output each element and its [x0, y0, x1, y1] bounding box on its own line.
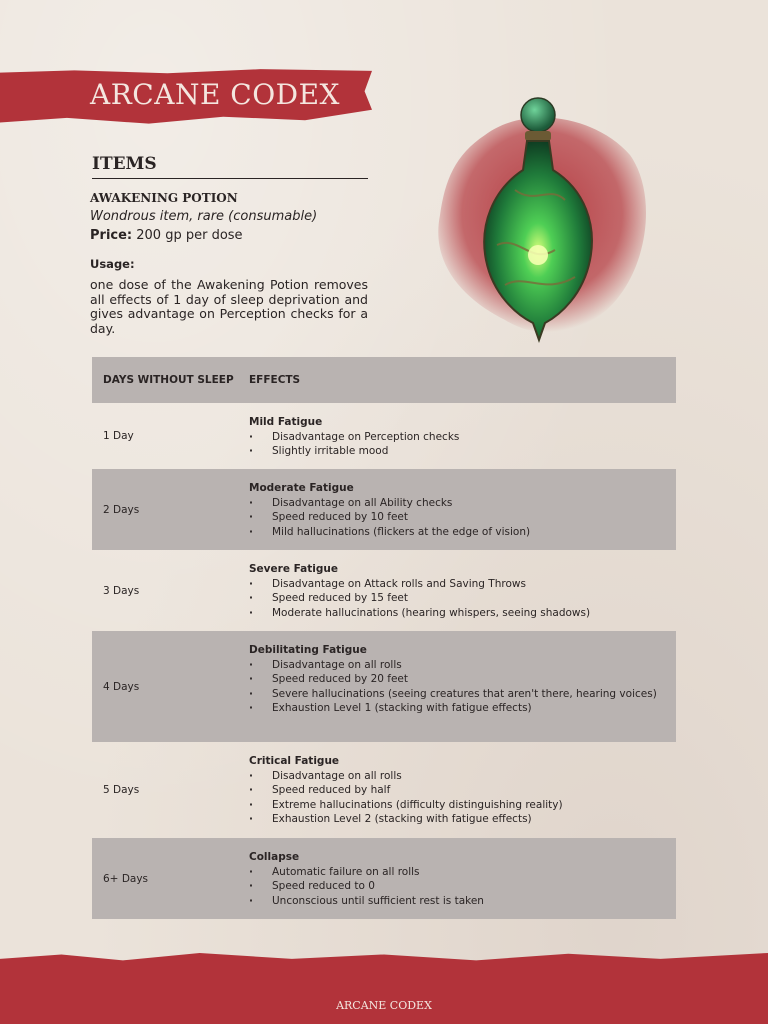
table-row [92, 631, 676, 742]
effect-item: · Severe hallucinations (seeing creatures that aren't there, hearing voices) [249, 687, 661, 702]
effect-item: · Disadvantage on all Ability checks [249, 496, 661, 511]
row-days: 3 Days [103, 584, 140, 597]
page-title: ARCANE CODEX [90, 78, 340, 111]
row-days: 1 Day [103, 430, 134, 442]
row-days: 4 Days [103, 680, 140, 693]
effect-item: · Mild hallucinations (flickers at the edge of vision) [249, 525, 661, 540]
effect-item: · Disadvantage on all rolls [249, 769, 661, 784]
effect-item: · Speed reduced by half [249, 783, 661, 798]
item-name: AWAKENING POTION [90, 191, 238, 205]
effect-item: · Unconscious until sufficient rest is taken [249, 894, 661, 909]
row-effects [249, 562, 661, 620]
effect-item: · Moderate hallucinations (hearing whispers, seeing shadows) [249, 606, 661, 621]
footer-banner [0, 950, 768, 1024]
effect-list [249, 430, 661, 459]
row-days: 6+ Days [103, 872, 149, 885]
effect-title: Mild Fatigue [249, 416, 323, 428]
table-row [92, 550, 676, 631]
column-header-effects: EFFECTS [249, 374, 301, 386]
effect-title: Severe Fatigue [249, 563, 338, 575]
effects-table [92, 357, 676, 919]
effect-list [249, 769, 661, 827]
table-row [92, 403, 676, 469]
row-effects [249, 643, 661, 716]
effect-item: · Disadvantage on Perception checks [249, 430, 661, 445]
effect-item: · Speed reduced by 10 feet [249, 510, 661, 525]
price-value: 200 gp per dose [132, 228, 243, 243]
effect-list [249, 658, 661, 716]
effect-item: · Exhaustion Level 1 (stacking with fatigue effects) [249, 701, 661, 716]
row-effects [249, 481, 661, 539]
effect-list [249, 865, 661, 909]
footer-title: ARCANE CODEX [336, 999, 432, 1012]
column-header-days: DAYS WITHOUT SLEEP [103, 374, 234, 386]
potion-illustration [425, 95, 655, 355]
effect-title: Critical Fatigue [249, 755, 340, 767]
effect-title: Collapse [249, 851, 300, 863]
price-label: Price: [90, 228, 133, 243]
usage-label: Usage: [90, 257, 135, 271]
effect-list [249, 496, 661, 540]
item-type: Wondrous item, rare (consumable) [90, 209, 318, 224]
item-price [90, 228, 243, 243]
effect-item: · Speed reduced by 15 feet [249, 591, 661, 606]
row-effects [249, 850, 661, 908]
table-row [92, 469, 676, 550]
usage-text: one dose of the Awakening Potion removes all effects of 1 day of sleep deprivation and gives advantage on Perception checks for a day. [90, 277, 368, 336]
effect-item: · Automatic failure on all rolls [249, 865, 661, 880]
effect-item: · Slightly irritable mood [249, 444, 661, 459]
row-effects [249, 754, 661, 827]
row-effects [249, 415, 661, 459]
effect-title: Moderate Fatigue [249, 482, 354, 494]
table-row [92, 742, 676, 838]
section-title: ITEMS [92, 154, 368, 179]
row-days: 5 Days [103, 784, 140, 796]
table-row [92, 838, 676, 919]
effect-item: · Speed reduced to 0 [249, 879, 661, 894]
effect-item: · Exhaustion Level 2 (stacking with fatigue effects) [249, 812, 661, 827]
effect-item: · Speed reduced by 20 feet [249, 672, 661, 687]
effect-item: · Disadvantage on Attack rolls and Saving Throws [249, 577, 661, 592]
effect-title: Debilitating Fatigue [249, 644, 367, 656]
table-header-row [92, 357, 676, 403]
effect-item: · Disadvantage on all rolls [249, 658, 661, 673]
row-days: 2 Days [103, 503, 140, 516]
effect-list [249, 577, 661, 621]
effect-item: · Extreme hallucinations (difficulty distinguishing reality) [249, 798, 661, 813]
potion-bottle-icon [425, 95, 655, 355]
